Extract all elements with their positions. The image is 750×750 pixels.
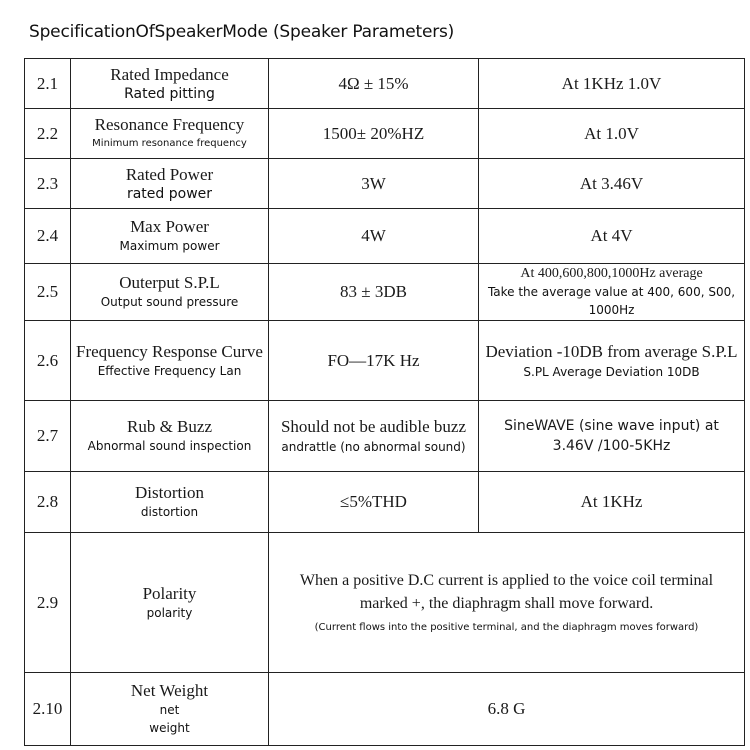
condition-cell — [479, 401, 745, 472]
param-translation: Effective Frequency Lan — [97, 363, 242, 378]
param-name: Rated Impedance — [110, 64, 229, 84]
param-value: 4Ω ± 15% — [338, 73, 409, 93]
value-cell — [269, 401, 479, 472]
param-value: 83 ± 3DB — [340, 282, 407, 301]
condition-cell — [479, 159, 745, 209]
row-number: 2.10 — [25, 673, 71, 746]
condition-cell — [479, 472, 745, 533]
value-cell — [269, 59, 479, 109]
row-number: 2.5 — [25, 264, 71, 321]
param-cell — [71, 472, 269, 533]
param-translation: Rated pitting — [124, 85, 215, 102]
param-condition: At 1KHz — [580, 492, 643, 511]
polarity-description: When a positive D.C current is applied to the voice coil terminal marked +, the diaphragm shall move forward. — [299, 571, 714, 612]
row-number: 2.7 — [25, 401, 71, 472]
table-row — [25, 209, 745, 264]
row-number: 2.6 — [25, 321, 71, 401]
condition-cell — [479, 209, 745, 264]
param-translation: distortion — [140, 505, 199, 519]
row-number: 2.4 — [25, 209, 71, 264]
condition-cell — [479, 109, 745, 159]
condition-cell — [479, 264, 745, 321]
table-row — [25, 401, 745, 472]
param-name: Rated Power — [125, 164, 214, 184]
param-name: Rub & Buzz — [127, 417, 212, 436]
param-cell — [71, 533, 269, 673]
param-value: ≤5%THD — [340, 492, 407, 511]
param-value: FO—17K Hz — [327, 350, 420, 370]
value-translation: andrattle (no abnormal sound) — [281, 440, 466, 454]
param-translation: polarity — [146, 605, 193, 620]
param-name: Outerput S.P.L — [119, 273, 220, 292]
param-condition: At 1.0V — [584, 123, 639, 143]
row-number: 2.8 — [25, 472, 71, 533]
value-cell — [269, 264, 479, 321]
param-cell — [71, 209, 269, 264]
page-title: SpecificationOfSpeakerMode (Speaker Parameters) — [29, 22, 455, 42]
condition-cell — [479, 321, 745, 401]
param-value: 4W — [361, 226, 386, 245]
param-condition: At 4V — [590, 226, 633, 245]
param-translation: net weight — [149, 703, 190, 735]
param-cell — [71, 264, 269, 321]
param-translation: rated power — [126, 185, 213, 202]
param-name: Polarity — [142, 583, 197, 603]
param-condition: Deviation -10DB from average S.P.L — [485, 341, 738, 361]
param-cell — [71, 401, 269, 472]
polarity-description-cell — [269, 533, 745, 673]
param-cell — [71, 159, 269, 209]
table-row — [25, 59, 745, 109]
param-translation: Output sound pressure — [100, 295, 239, 309]
weight-value-cell — [269, 673, 745, 746]
param-translation: Minimum resonance frequency — [92, 137, 247, 149]
param-condition: SineWAVE (sine wave input) at 3.46V /100-5KHz — [504, 418, 719, 454]
param-condition: At 400,600,800,1000Hz average — [520, 266, 703, 281]
value-cell — [269, 472, 479, 533]
value-cell — [269, 109, 479, 159]
table-row — [25, 321, 745, 401]
condition-cell — [479, 59, 745, 109]
spec-table — [24, 58, 745, 746]
value-cell — [269, 321, 479, 401]
param-value: Should not be audible buzz — [280, 417, 467, 436]
value-cell — [269, 209, 479, 264]
value-cell — [269, 159, 479, 209]
param-name: Resonance Frequency — [94, 114, 245, 134]
row-number: 2.1 — [25, 59, 71, 109]
row-number: 2.9 — [25, 533, 71, 673]
param-condition: At 3.46V — [579, 173, 644, 193]
param-value: 6.8 G — [487, 699, 526, 718]
param-value: 1500± 20%HZ — [322, 123, 425, 143]
polarity-note: (Current flows into the positive terminal, and the diaphragm moves forward) — [314, 621, 699, 633]
param-cell — [71, 109, 269, 159]
param-name: Net Weight — [130, 681, 209, 700]
param-condition: At 1KHz 1.0V — [561, 73, 662, 93]
row-number: 2.3 — [25, 159, 71, 209]
condition-translation: S.PL Average Deviation 10DB — [523, 364, 700, 379]
param-translation: Abnormal sound inspection — [87, 439, 252, 453]
param-cell — [71, 321, 269, 401]
param-cell — [71, 59, 269, 109]
table-row — [25, 472, 745, 533]
param-name: Distortion — [135, 483, 204, 502]
param-translation: Maximum power — [119, 239, 220, 253]
param-value: 3W — [361, 173, 386, 193]
param-cell — [71, 673, 269, 746]
condition-translation: Take the average value at 400, 600, S00, 1000Hz — [487, 285, 736, 317]
table-row — [25, 264, 745, 321]
param-name: Frequency Response Curve — [76, 341, 263, 361]
table-row — [25, 159, 745, 209]
param-name: Max Power — [130, 217, 209, 236]
table-row — [25, 109, 745, 159]
row-number: 2.2 — [25, 109, 71, 159]
table-row — [25, 673, 745, 746]
table-row — [25, 533, 745, 673]
